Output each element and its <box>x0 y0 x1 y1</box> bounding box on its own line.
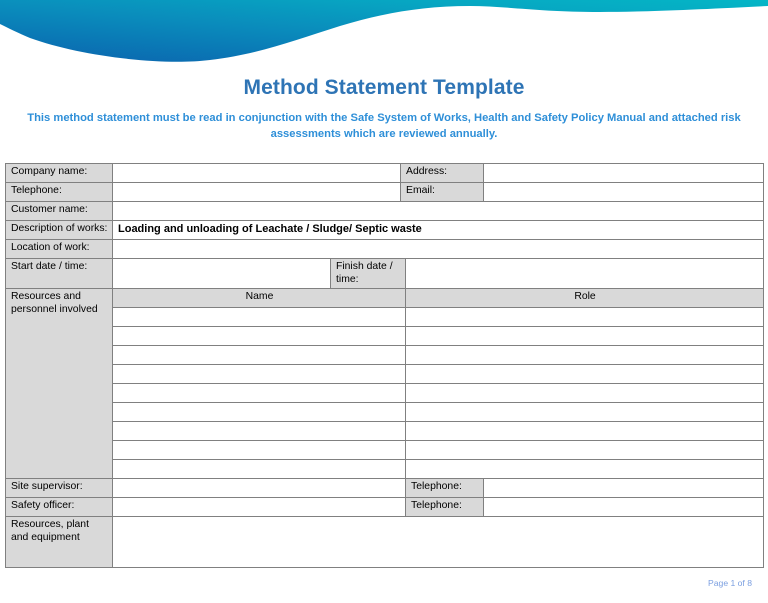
personnel-name-cell[interactable] <box>113 327 406 346</box>
safety-officer-telephone-label: Telephone: <box>406 498 484 517</box>
email-label: Email: <box>401 183 484 202</box>
personnel-name-cell[interactable] <box>113 403 406 422</box>
table-row <box>6 327 764 346</box>
address-value[interactable] <box>484 164 764 183</box>
personnel-name-cell[interactable] <box>113 441 406 460</box>
table-row <box>6 460 764 479</box>
personnel-name-cell[interactable] <box>113 384 406 403</box>
personnel-name-cell[interactable] <box>113 460 406 479</box>
table-row <box>6 422 764 441</box>
table-row-telephone <box>6 183 764 202</box>
resources-plant-value[interactable] <box>113 517 764 568</box>
page-subtitle: This method statement must be read in conjunction with the Safe System of Works, Health and Safety Policy Manual and attached risk assessments which are reviewed annually. <box>27 112 741 140</box>
resources-personnel-label: Resources and personnel involved <box>6 289 113 479</box>
location-label: Location of work: <box>6 240 113 259</box>
start-date-value[interactable] <box>113 259 331 289</box>
personnel-role-cell[interactable] <box>406 460 764 479</box>
table-row-safety-officer <box>6 498 764 517</box>
telephone-value[interactable] <box>113 183 401 202</box>
name-column-header: Name <box>113 289 406 308</box>
personnel-role-cell[interactable] <box>406 308 764 327</box>
table-row-site-supervisor <box>6 479 764 498</box>
site-supervisor-value[interactable] <box>113 479 406 498</box>
resources-plant-label: Resources, plant and equipment <box>6 517 113 568</box>
personnel-role-cell[interactable] <box>406 441 764 460</box>
start-date-label: Start date / time: <box>6 259 113 289</box>
personnel-role-cell[interactable] <box>406 365 764 384</box>
safety-officer-value[interactable] <box>113 498 406 517</box>
personnel-role-cell[interactable] <box>406 346 764 365</box>
table-row <box>6 384 764 403</box>
header-wave-banner <box>0 0 768 62</box>
table-row-personnel-header <box>6 289 764 308</box>
email-value[interactable] <box>484 183 764 202</box>
page-number-footer: Page 1 of 8 <box>708 578 752 588</box>
site-supervisor-telephone-label: Telephone: <box>406 479 484 498</box>
role-column-header: Role <box>406 289 764 308</box>
safety-officer-telephone-value[interactable] <box>484 498 764 517</box>
finish-date-value[interactable] <box>406 259 764 289</box>
table-row-location <box>6 240 764 259</box>
table-row-description <box>6 221 764 240</box>
personnel-role-cell[interactable] <box>406 403 764 422</box>
method-statement-table <box>5 163 764 568</box>
table-row <box>6 308 764 327</box>
table-row-resources-plant <box>6 517 764 568</box>
company-name-value[interactable] <box>113 164 401 183</box>
personnel-role-cell[interactable] <box>406 327 764 346</box>
table-row <box>6 441 764 460</box>
page-title: Method Statement Template <box>243 76 525 99</box>
table-row-dates <box>6 259 764 289</box>
site-supervisor-telephone-value[interactable] <box>484 479 764 498</box>
finish-date-label: Finish date / time: <box>331 259 406 289</box>
personnel-name-cell[interactable] <box>113 346 406 365</box>
personnel-role-cell[interactable] <box>406 422 764 441</box>
table-row <box>6 403 764 422</box>
customer-name-value[interactable] <box>113 202 764 221</box>
table-row-customer <box>6 202 764 221</box>
table-row <box>6 346 764 365</box>
personnel-name-cell[interactable] <box>113 365 406 384</box>
description-value[interactable]: Loading and unloading of Leachate / Sludge/ Septic waste <box>113 221 764 240</box>
personnel-name-cell[interactable] <box>113 308 406 327</box>
wave-shape <box>0 0 768 62</box>
telephone-label: Telephone: <box>6 183 113 202</box>
personnel-role-cell[interactable] <box>406 384 764 403</box>
personnel-name-cell[interactable] <box>113 422 406 441</box>
company-name-label: Company name: <box>6 164 113 183</box>
address-label: Address: <box>401 164 484 183</box>
site-supervisor-label: Site supervisor: <box>6 479 113 498</box>
description-label: Description of works: <box>6 221 113 240</box>
location-value[interactable] <box>113 240 764 259</box>
customer-name-label: Customer name: <box>6 202 113 221</box>
table-row <box>6 365 764 384</box>
safety-officer-label: Safety officer: <box>6 498 113 517</box>
table-row-company <box>6 164 764 183</box>
